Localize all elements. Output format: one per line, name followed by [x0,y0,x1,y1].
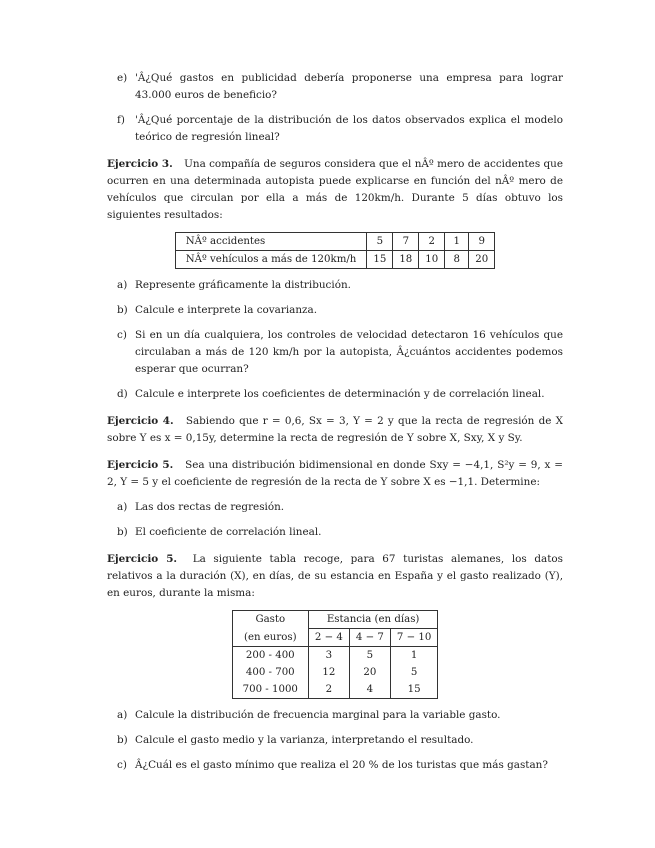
table-header: Gasto [232,611,308,629]
table-row [232,681,438,699]
table-cell: 5 [390,664,437,681]
item-label: d) [117,388,128,400]
item-label: c) [117,759,127,771]
exercise-text: Una compañía de seguros considera que el nÂº mero de accidentes que ocurren en una determinada autopista puede explicarse en función del nÂº mero de vehículos que circulan por ella a más de 120km/h. Durante 5 días obtuvo los siguientes resultados: [107,158,563,221]
table-header: Estancia (en días) [308,611,437,629]
item-text: 'Â¿Qué gastos en publicidad debería proponerse una empresa para lograr 43.000 euros de beneficio? [135,72,563,101]
table-cell: 8 [445,251,469,269]
item-text: Calcule la distribución de frecuencia marginal para la variable gasto. [135,709,501,721]
list-item [107,524,563,541]
item-label: b) [117,734,128,746]
table-cell: 2 [419,233,445,251]
item-text: El coeficiente de correlación lineal. [135,526,322,538]
expenses-table [232,610,439,699]
list-item [107,499,563,516]
table-cell: 5 [349,647,390,665]
table-header: 4 − 7 [349,629,390,647]
list-item [107,277,563,294]
exercise-title: Ejercicio 3. [107,158,173,170]
table-cell: 3 [308,647,349,665]
table-cell: 1 [390,647,437,665]
table-cell: 15 [390,681,437,699]
table-cell: 2 [308,681,349,699]
list-item [107,327,563,378]
list-item [107,757,563,774]
table-cell: 400 - 700 [232,664,308,681]
table-header: 7 − 10 [390,629,437,647]
table-cell: 7 [393,233,419,251]
table-header-row [232,611,438,629]
table-cell: 15 [367,251,393,269]
list-item [107,732,563,749]
table-header: (en euros) [232,629,308,647]
item-label: f) [117,114,125,126]
item-label: b) [117,526,128,538]
table-cell: NÂº vehículos a más de 120km/h [175,251,367,269]
table-row [232,647,438,665]
table-cell: 1 [445,233,469,251]
table-header: 2 − 4 [308,629,349,647]
table-cell: 20 [469,251,495,269]
item-label: a) [117,279,128,291]
table-cell: 12 [308,664,349,681]
item-text: Las dos rectas de regresión. [135,501,285,513]
table-cell: 18 [393,251,419,269]
list-item [107,302,563,319]
exercise-3 [107,156,563,224]
table-row [232,664,438,681]
table-cell: 20 [349,664,390,681]
exercise-4 [107,413,563,447]
table-header-row [232,629,438,647]
list-item [107,70,563,104]
item-text: Calcule el gasto medio y la varianza, interpretando el resultado. [135,734,474,746]
item-label: b) [117,304,128,316]
item-label: c) [117,329,127,341]
exercise-title: Ejercicio 4. [107,415,174,427]
item-text: Represente gráficamente la distribución. [135,279,351,291]
exercise-text: La siguiente tabla recoge, para 67 turistas alemanes, los datos relativos a la duración (X), en días, de su estancia en España y el gasto realizado (Y), en euros, durante la misma: [107,553,563,599]
table-cell: 200 - 400 [232,647,308,665]
item-label: a) [117,501,128,513]
table-cell: 4 [349,681,390,699]
item-text: Calcule e interprete la covarianza. [135,304,318,316]
list-item [107,112,563,146]
table-cell: 5 [367,233,393,251]
table-cell: NÂº accidentes [175,233,367,251]
exercise-5b [107,551,563,602]
table-cell: 700 - 1000 [232,681,308,699]
item-text: Â¿Cuál es el gasto mínimo que realiza el 20 % de los turistas que más gastan? [135,759,548,771]
item-text: Si en un día cualquiera, los controles de velocidad detectaron 16 vehículos que circulaban a más de 120 km/h por la autopista, Â¿cuántos accidentes podemos esperar que ocurran? [135,329,563,375]
exercise-title: Ejercicio 5. [107,553,178,565]
table-cell: 9 [469,233,495,251]
item-text: Calcule e interprete los coeficientes de determinación y de correlación lineal. [135,388,545,400]
exercise-text: Sea una distribución bidimensional en donde Sxy = −4,1, S²y = 9, x = 2, Y = 5 y el coeficiente de regresión de la recta de Y sobre X es −1,1. Determine: [107,459,563,488]
page-content [107,70,563,782]
item-text: 'Â¿Qué porcentaje de la distribución de los datos observados explica el modelo teórico de regresión lineal? [135,114,563,143]
table-row [175,233,494,251]
list-item [107,707,563,724]
table-cell: 10 [419,251,445,269]
exercise-text: Sabiendo que r = 0,6, Sx = 3, Y = 2 y que la recta de regresión de X sobre Y es x = 0,15y, determine la recta de regresión de Y sobre X, Sxy, X y Sy. [107,415,563,444]
list-item [107,386,563,403]
item-label: a) [117,709,128,721]
exercise-5 [107,457,563,491]
item-label: e) [117,72,128,84]
accidents-table [175,232,495,269]
exercise-title: Ejercicio 5. [107,459,174,471]
table-row [175,251,494,269]
